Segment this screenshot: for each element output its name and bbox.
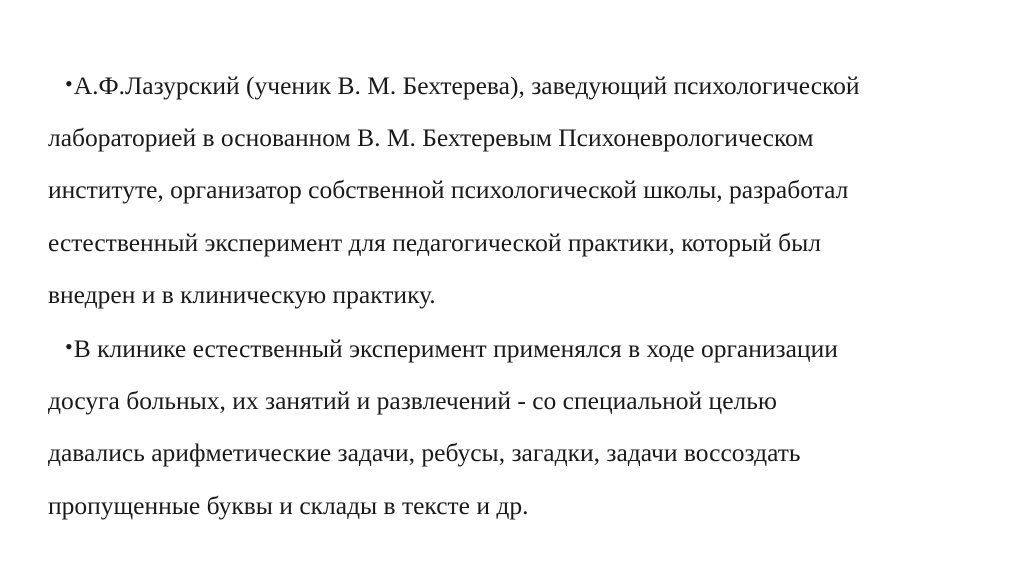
- text-line: естественный эксперимент для педагогической практики, который был: [48, 227, 821, 257]
- text-line: [48, 321, 978, 375]
- bullet-icon: •: [65, 334, 73, 360]
- text-line: пропущенные буквы и склады в тексте и др.: [48, 490, 529, 520]
- slide-body: [48, 58, 978, 532]
- text-line-content: В клинике естественный эксперимент применялся в ходе организации: [73, 334, 838, 364]
- text-line: внедрен и в клиническую практику.: [48, 279, 436, 309]
- text-line: [48, 58, 978, 112]
- text-line: досуга больных, их занятий и развлечений - со специальной целью: [48, 386, 777, 416]
- text-line-content: А.Ф.Лазурский (ученик В. М. Бехтерева), заведующий психологической: [73, 71, 860, 100]
- bullet-paragraph-2: [48, 321, 978, 532]
- text-line: лабораторией в основанном В. М. Бехтеревым Психоневрологическом: [48, 123, 814, 153]
- bullet-paragraph-1: [48, 58, 978, 321]
- text-line: институте, организатор собственной психологической школы, разработал: [48, 175, 849, 205]
- bullet-icon: •: [65, 71, 73, 96]
- text-line: давались арифметические задачи, ребусы, загадки, задачи воссоздать: [48, 438, 801, 468]
